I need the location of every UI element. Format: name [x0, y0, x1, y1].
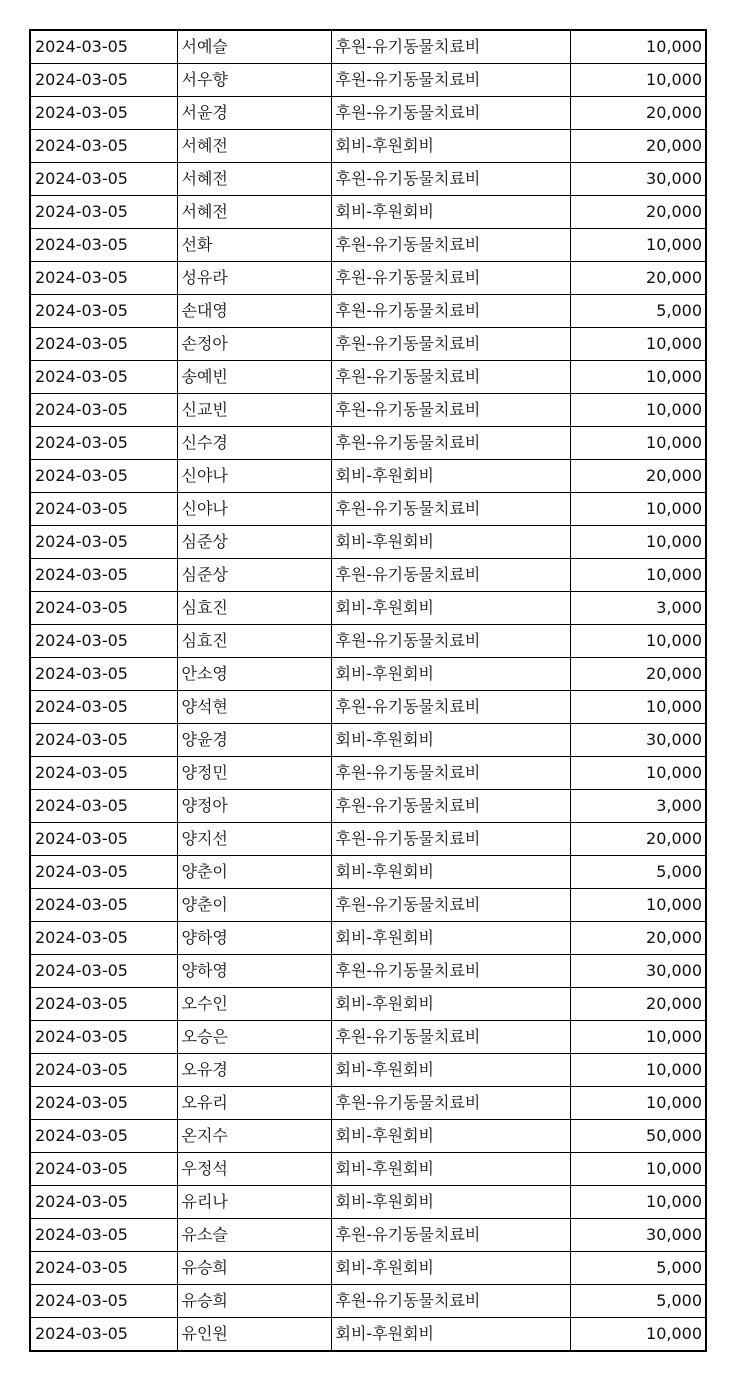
table-row	[30, 328, 706, 361]
table-row	[30, 460, 706, 493]
amount-cell: 20,000	[570, 922, 706, 955]
date-cell: 2024-03-05	[30, 1252, 177, 1285]
type-cell: 후원-유기동물치료비	[331, 790, 570, 823]
donation-table	[29, 29, 707, 1352]
date-cell: 2024-03-05	[30, 559, 177, 592]
amount-cell: 10,000	[570, 30, 706, 64]
name-cell: 양윤경	[177, 724, 331, 757]
name-cell: 서혜전	[177, 130, 331, 163]
name-cell: 심효진	[177, 625, 331, 658]
table-row	[30, 790, 706, 823]
date-cell: 2024-03-05	[30, 790, 177, 823]
table-row	[30, 856, 706, 889]
name-cell: 온지수	[177, 1120, 331, 1153]
table-row	[30, 295, 706, 328]
table-row	[30, 724, 706, 757]
amount-cell: 20,000	[570, 130, 706, 163]
table-row	[30, 262, 706, 295]
name-cell: 서혜전	[177, 163, 331, 196]
date-cell: 2024-03-05	[30, 889, 177, 922]
type-cell: 회비-후원회비	[331, 592, 570, 625]
amount-cell: 10,000	[570, 361, 706, 394]
name-cell: 오유경	[177, 1054, 331, 1087]
table-row	[30, 1285, 706, 1318]
amount-cell: 3,000	[570, 592, 706, 625]
name-cell: 손대영	[177, 295, 331, 328]
amount-cell: 10,000	[570, 493, 706, 526]
type-cell: 후원-유기동물치료비	[331, 295, 570, 328]
date-cell: 2024-03-05	[30, 955, 177, 988]
name-cell: 서윤경	[177, 97, 331, 130]
name-cell: 우정석	[177, 1153, 331, 1186]
name-cell: 서예슬	[177, 30, 331, 64]
date-cell: 2024-03-05	[30, 196, 177, 229]
table-row	[30, 427, 706, 460]
name-cell: 양지선	[177, 823, 331, 856]
date-cell: 2024-03-05	[30, 856, 177, 889]
name-cell: 오승은	[177, 1021, 331, 1054]
date-cell: 2024-03-05	[30, 1054, 177, 1087]
name-cell: 양정민	[177, 757, 331, 790]
amount-cell: 5,000	[570, 1285, 706, 1318]
type-cell: 회비-후원회비	[331, 196, 570, 229]
date-cell: 2024-03-05	[30, 625, 177, 658]
date-cell: 2024-03-05	[30, 328, 177, 361]
date-cell: 2024-03-05	[30, 1120, 177, 1153]
table-row	[30, 889, 706, 922]
table-row	[30, 1186, 706, 1219]
table-row	[30, 691, 706, 724]
amount-cell: 20,000	[570, 196, 706, 229]
type-cell: 후원-유기동물치료비	[331, 757, 570, 790]
date-cell: 2024-03-05	[30, 229, 177, 262]
date-cell: 2024-03-05	[30, 1219, 177, 1252]
type-cell: 후원-유기동물치료비	[331, 691, 570, 724]
date-cell: 2024-03-05	[30, 1153, 177, 1186]
table-row	[30, 559, 706, 592]
type-cell: 회비-후원회비	[331, 1318, 570, 1352]
type-cell: 회비-후원회비	[331, 1054, 570, 1087]
type-cell: 후원-유기동물치료비	[331, 493, 570, 526]
amount-cell: 5,000	[570, 1252, 706, 1285]
name-cell: 유리나	[177, 1186, 331, 1219]
name-cell: 신야나	[177, 460, 331, 493]
amount-cell: 10,000	[570, 328, 706, 361]
date-cell: 2024-03-05	[30, 1318, 177, 1352]
table-row	[30, 526, 706, 559]
date-cell: 2024-03-05	[30, 262, 177, 295]
table-row	[30, 955, 706, 988]
date-cell: 2024-03-05	[30, 922, 177, 955]
amount-cell: 3,000	[570, 790, 706, 823]
type-cell: 회비-후원회비	[331, 724, 570, 757]
table-row	[30, 625, 706, 658]
amount-cell: 20,000	[570, 97, 706, 130]
date-cell: 2024-03-05	[30, 757, 177, 790]
type-cell: 후원-유기동물치료비	[331, 1285, 570, 1318]
name-cell: 성유라	[177, 262, 331, 295]
type-cell: 회비-후원회비	[331, 460, 570, 493]
type-cell: 후원-유기동물치료비	[331, 889, 570, 922]
date-cell: 2024-03-05	[30, 592, 177, 625]
amount-cell: 50,000	[570, 1120, 706, 1153]
table-row	[30, 97, 706, 130]
date-cell: 2024-03-05	[30, 823, 177, 856]
date-cell: 2024-03-05	[30, 691, 177, 724]
type-cell: 회비-후원회비	[331, 658, 570, 691]
table-row	[30, 493, 706, 526]
type-cell: 후원-유기동물치료비	[331, 1021, 570, 1054]
amount-cell: 10,000	[570, 1087, 706, 1120]
date-cell: 2024-03-05	[30, 394, 177, 427]
type-cell: 후원-유기동물치료비	[331, 328, 570, 361]
date-cell: 2024-03-05	[30, 526, 177, 559]
table-row	[30, 1120, 706, 1153]
date-cell: 2024-03-05	[30, 1285, 177, 1318]
type-cell: 회비-후원회비	[331, 526, 570, 559]
type-cell: 회비-후원회비	[331, 1186, 570, 1219]
type-cell: 후원-유기동물치료비	[331, 1219, 570, 1252]
type-cell: 후원-유기동물치료비	[331, 97, 570, 130]
date-cell: 2024-03-05	[30, 658, 177, 691]
table-row	[30, 229, 706, 262]
name-cell: 송예빈	[177, 361, 331, 394]
table-row	[30, 1054, 706, 1087]
amount-cell: 10,000	[570, 526, 706, 559]
name-cell: 서혜전	[177, 196, 331, 229]
table-row	[30, 658, 706, 691]
amount-cell: 20,000	[570, 460, 706, 493]
type-cell: 회비-후원회비	[331, 922, 570, 955]
type-cell: 후원-유기동물치료비	[331, 625, 570, 658]
amount-cell: 10,000	[570, 1318, 706, 1352]
name-cell: 양하영	[177, 922, 331, 955]
name-cell: 심준상	[177, 526, 331, 559]
name-cell: 오수인	[177, 988, 331, 1021]
amount-cell: 10,000	[570, 691, 706, 724]
type-cell: 회비-후원회비	[331, 1252, 570, 1285]
type-cell: 회비-후원회비	[331, 1153, 570, 1186]
table-row	[30, 1318, 706, 1352]
amount-cell: 5,000	[570, 295, 706, 328]
name-cell: 유승희	[177, 1252, 331, 1285]
amount-cell: 10,000	[570, 427, 706, 460]
date-cell: 2024-03-05	[30, 1186, 177, 1219]
amount-cell: 30,000	[570, 955, 706, 988]
name-cell: 신야나	[177, 493, 331, 526]
type-cell: 회비-후원회비	[331, 856, 570, 889]
name-cell: 양춘이	[177, 856, 331, 889]
date-cell: 2024-03-05	[30, 724, 177, 757]
date-cell: 2024-03-05	[30, 460, 177, 493]
donation-table-body	[30, 30, 706, 1351]
table-row	[30, 1021, 706, 1054]
name-cell: 양춘이	[177, 889, 331, 922]
amount-cell: 10,000	[570, 1153, 706, 1186]
date-cell: 2024-03-05	[30, 97, 177, 130]
amount-cell: 20,000	[570, 658, 706, 691]
amount-cell: 20,000	[570, 988, 706, 1021]
name-cell: 양하영	[177, 955, 331, 988]
name-cell: 손정아	[177, 328, 331, 361]
table-row	[30, 1087, 706, 1120]
type-cell: 회비-후원회비	[331, 988, 570, 1021]
table-row	[30, 823, 706, 856]
date-cell: 2024-03-05	[30, 64, 177, 97]
date-cell: 2024-03-05	[30, 1087, 177, 1120]
amount-cell: 10,000	[570, 757, 706, 790]
amount-cell: 10,000	[570, 559, 706, 592]
table-row	[30, 1153, 706, 1186]
amount-cell: 10,000	[570, 889, 706, 922]
table-row	[30, 1219, 706, 1252]
amount-cell: 10,000	[570, 229, 706, 262]
table-row	[30, 1252, 706, 1285]
table-row	[30, 988, 706, 1021]
type-cell: 후원-유기동물치료비	[331, 1087, 570, 1120]
amount-cell: 10,000	[570, 64, 706, 97]
type-cell: 후원-유기동물치료비	[331, 262, 570, 295]
date-cell: 2024-03-05	[30, 1021, 177, 1054]
table-row	[30, 592, 706, 625]
table-row	[30, 361, 706, 394]
amount-cell: 20,000	[570, 823, 706, 856]
name-cell: 신교빈	[177, 394, 331, 427]
amount-cell: 10,000	[570, 625, 706, 658]
date-cell: 2024-03-05	[30, 427, 177, 460]
type-cell: 후원-유기동물치료비	[331, 427, 570, 460]
date-cell: 2024-03-05	[30, 493, 177, 526]
name-cell: 심효진	[177, 592, 331, 625]
type-cell: 후원-유기동물치료비	[331, 559, 570, 592]
table-row	[30, 394, 706, 427]
name-cell: 양정아	[177, 790, 331, 823]
name-cell: 심준상	[177, 559, 331, 592]
date-cell: 2024-03-05	[30, 988, 177, 1021]
table-row	[30, 30, 706, 64]
type-cell: 후원-유기동물치료비	[331, 64, 570, 97]
amount-cell: 30,000	[570, 1219, 706, 1252]
type-cell: 후원-유기동물치료비	[331, 229, 570, 262]
type-cell: 회비-후원회비	[331, 1120, 570, 1153]
name-cell: 오유리	[177, 1087, 331, 1120]
type-cell: 후원-유기동물치료비	[331, 163, 570, 196]
name-cell: 양석현	[177, 691, 331, 724]
table-row	[30, 196, 706, 229]
name-cell: 신수경	[177, 427, 331, 460]
amount-cell: 10,000	[570, 1186, 706, 1219]
type-cell: 후원-유기동물치료비	[331, 394, 570, 427]
amount-cell: 10,000	[570, 1021, 706, 1054]
date-cell: 2024-03-05	[30, 30, 177, 64]
date-cell: 2024-03-05	[30, 295, 177, 328]
type-cell: 회비-후원회비	[331, 130, 570, 163]
type-cell: 후원-유기동물치료비	[331, 30, 570, 64]
table-row	[30, 64, 706, 97]
amount-cell: 10,000	[570, 394, 706, 427]
table-row	[30, 922, 706, 955]
table-row	[30, 163, 706, 196]
name-cell: 유승희	[177, 1285, 331, 1318]
type-cell: 후원-유기동물치료비	[331, 823, 570, 856]
date-cell: 2024-03-05	[30, 361, 177, 394]
amount-cell: 30,000	[570, 163, 706, 196]
amount-cell: 5,000	[570, 856, 706, 889]
table-row	[30, 757, 706, 790]
name-cell: 서우향	[177, 64, 331, 97]
name-cell: 유인원	[177, 1318, 331, 1352]
type-cell: 후원-유기동물치료비	[331, 955, 570, 988]
type-cell: 후원-유기동물치료비	[331, 361, 570, 394]
name-cell: 선화	[177, 229, 331, 262]
amount-cell: 10,000	[570, 1054, 706, 1087]
name-cell: 유소슬	[177, 1219, 331, 1252]
table-row	[30, 130, 706, 163]
date-cell: 2024-03-05	[30, 163, 177, 196]
amount-cell: 30,000	[570, 724, 706, 757]
amount-cell: 20,000	[570, 262, 706, 295]
name-cell: 안소영	[177, 658, 331, 691]
date-cell: 2024-03-05	[30, 130, 177, 163]
